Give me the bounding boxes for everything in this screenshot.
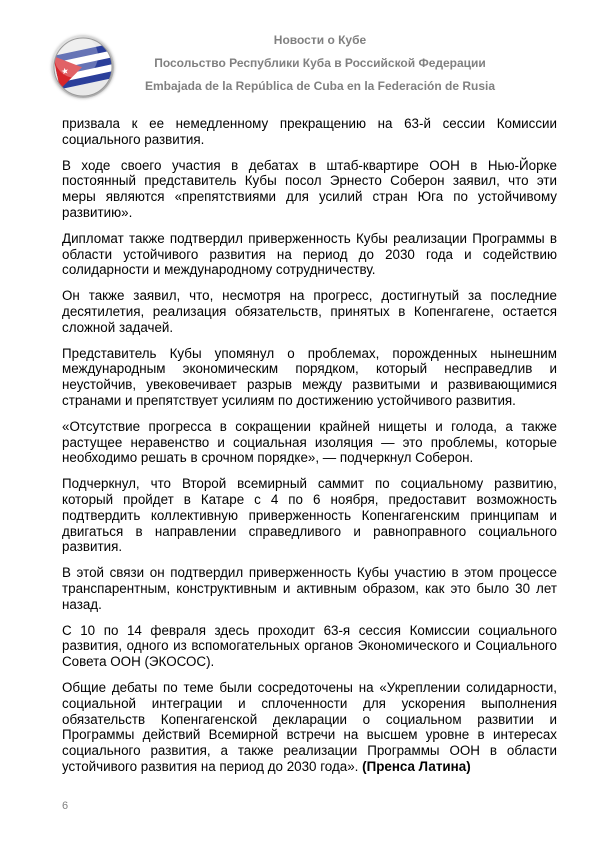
article-body: [62, 116, 557, 785]
paragraph: В ходе своего участия в дебатах в штаб-квартире ООН в Нью-Йорке постоянный представитель Кубы посол Эрнесто Соберон заявил, что эти меры являются «препятствиями для усилий стран Юга по устойчивому развитию».: [62, 157, 557, 220]
header-embassy-es: Embajada de la República de Cuba en la Federación de Rusia: [144, 79, 496, 93]
paragraph: «Отсутствие прогресса в сокращении крайней нищеты и голода, а также растущее неравенство и социальная изоляция — это проблемы, которые необходимо решать в срочном порядке», — подчеркнул Соберон.: [62, 418, 557, 466]
paragraph: Подчеркнул, что Второй всемирный саммит по социальному развитию, который пройдет в Катаре с 4 по 6 ноября, предоставит возможность подтвердить коллективную приверженность Копенгагенским принципам и двигаться в направлении справедливого и равноправного социального развития.: [62, 476, 557, 555]
paragraph: С 10 по 14 февраля здесь проходит 63-я сессия Комиссии социального развития, одного из вспомогательных органов Экономического и Социального Совета ООН (ЭКОСОС).: [62, 622, 557, 670]
header-embassy-ru: Посольство Республики Куба в Российской Федерации: [154, 56, 486, 70]
paragraph: Дипломат также подтвердил приверженность Кубы реализации Программы в области устойчивого развития на период до 2030 года и содействию солидарности и международному сотрудничеству.: [62, 230, 557, 278]
page-header: [0, 0, 601, 110]
last-paragraph-text: Общие дебаты по теме были сосредоточены на «Укреплении солидарности, социальной интеграции и сплоченности для ускорения выполнения обязательств Копенгагенской декларации о социальном развитии и Программы действий Всемирной встречи на высшем уровне в интересах социального развития, а также реализации Программы ООН в области устойчивого развития на период до 2030 года».: [62, 679, 557, 774]
paragraph: призвала к ее немедленному прекращению на 63-й сессии Комиссии социального развития.: [62, 116, 557, 147]
header-title: Новости о Кубе: [273, 33, 367, 47]
page-number: 6: [62, 800, 69, 812]
paragraph: Он также заявил, что, несмотря на прогресс, достигнутый за последние десятилетия, реализация обязательств, принятых в Копенгагене, остается сложной задачей.: [62, 288, 557, 335]
last-paragraph: [62, 680, 557, 775]
paragraph: В этой связи он подтвердил приверженность Кубы участию в этом процессе транспарентным, конструктивным и активным образом, как это было 30 лет назад.: [62, 565, 557, 612]
paragraph: Представитель Кубы упомянул о проблемах, порожденных нынешним международным экономическим порядком, который несправедлив и неустойчив, увековечивает разрыв между развитыми и развивающимися странами и препятствует усилиям по достижению устойчивого развития.: [62, 345, 557, 408]
source-attribution: (Пренса Латина): [362, 758, 471, 774]
